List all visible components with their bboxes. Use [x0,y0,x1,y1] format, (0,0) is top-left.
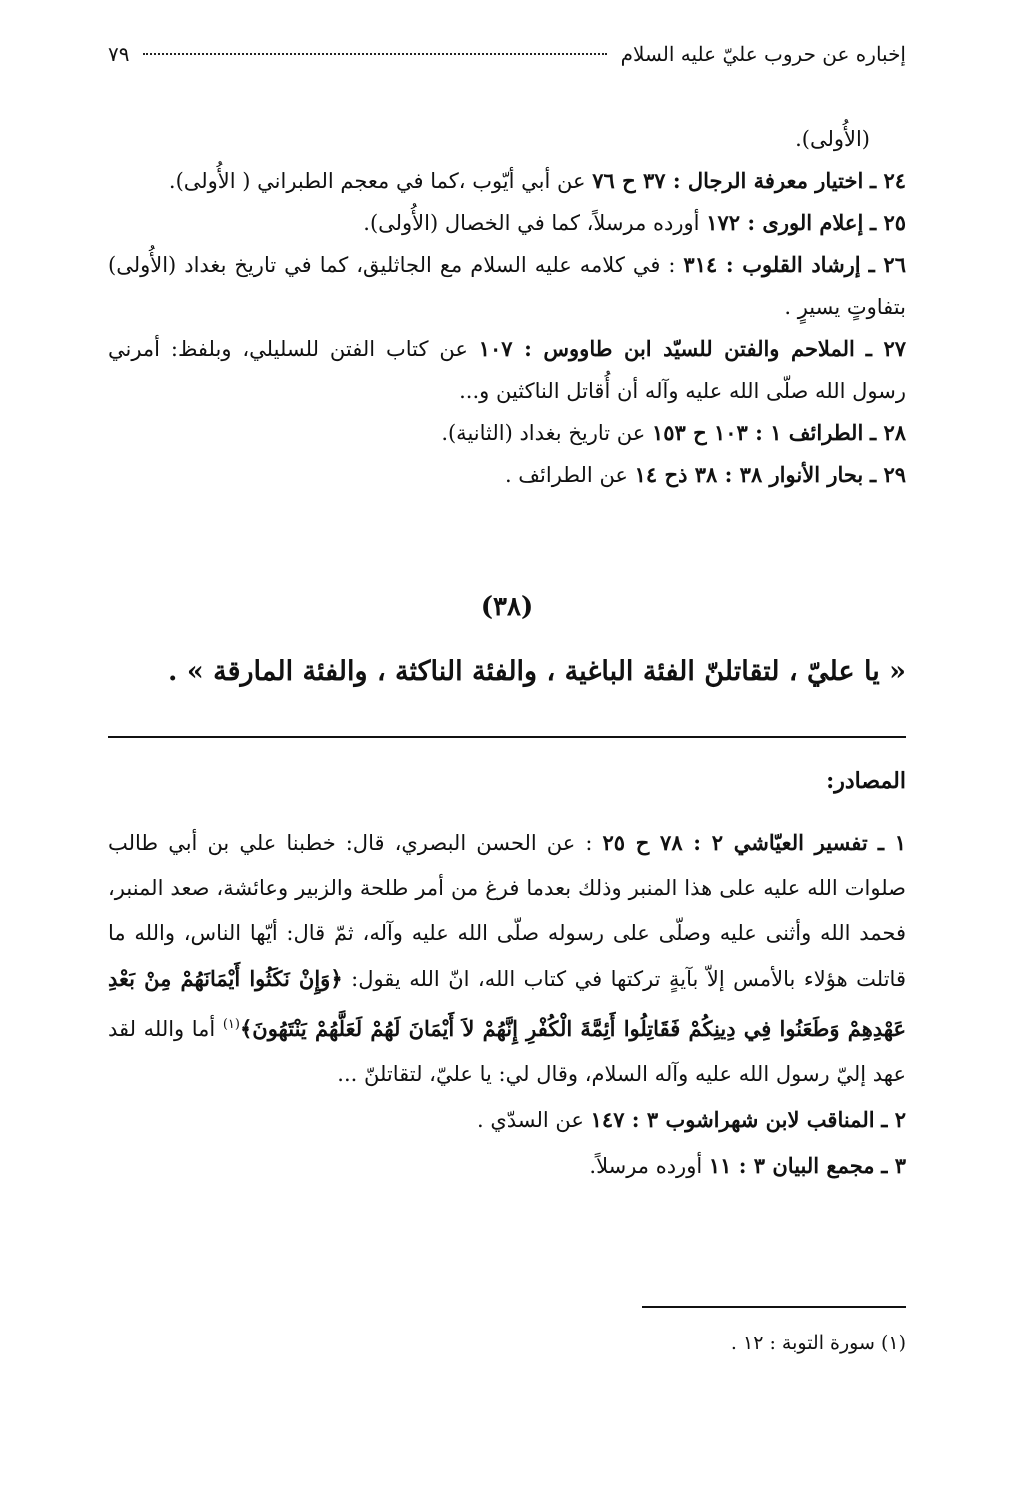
page-number: ٧٩ [108,42,130,66]
ref-item: ٢٤ ـ اختيار معرفة الرجال : ٣٧ ح ٧٦ عن أبي أيّوب ،كما في معجم الطبراني ( الأُولى). [168,168,906,193]
reference-list-top [108,118,906,496]
sources-heading: المصادر: [826,768,906,794]
header-title: إخباره عن حروب عليّ عليه السلام [620,42,906,66]
footnote-marker[interactable]: (١) [222,1017,240,1032]
source-item: ١ ـ تفسير العيّاشي ٢ : ٧٨ ح ٢٥ : عن الحسن البصري، قال: خطبنا علي بن أبي طالب صلوات الله عليه على هذا المنبر وذلك بعدما فرغ من أمر طلحة والزبير وعائشة، صعد المنبر، فحمد الله وأثنى عليه وصلّى على رسوله صلّى الله عليه وآله، ثمّ قال: أيّها الناس، والله ما قاتلت هؤلاء بالأمس إلاّ بآيةٍ تركتها في كتاب الله، انّ الله يقول: ﴿وَإِنْ نَكَثُوا أَيْمَانَهُمْ مِنْ بَعْدِ عَهْدِهِمْ وَطَعَنُوا فِي دِينِكُمْ فَقَاتِلُوا أَئِمَّةَ الْكُفْرِ إِنَّهُمْ لاَ أَيْمَانَ لَهُمْ لَعَلَّهُمْ يَنْتَهُونَ﴾$^{(١)}$ أما والله لقد عهد إليّ رسول الله عليه وآله السلام، وقال لي: يا عليّ، لتقاتلنّ ... [108,830,907,1086]
ref-item: ٢٨ ـ الطرائف ١ : ١٠٣ ح ١٥٣ عن تاريخ بغداد (الثانية). [441,420,906,445]
section-divider [108,736,906,738]
dotted-leader [143,53,606,55]
ref-item: ٢٥ ـ إعلام الورى : ١٧٢ أورده مرسلاً، كما في الخصال (الأُولى). [363,210,906,235]
footnote-divider [642,1306,906,1308]
ref-continuation: (الأُولى). [795,127,870,151]
hadith-number: (٣٨) [480,592,534,622]
quran-verse: ﴿وَإِنْ نَكَثُوا أَيْمَانَهُمْ مِنْ بَعْدِ عَهْدِهِمْ وَطَعَنُوا فِي دِينِكُمْ فَقَاتِلُوا أَئِمَّةَ الْكُفْرِ إِنَّهُمْ لاَ أَيْمَانَ لَهُمْ لَعَلَّهُمْ يَنْتَهُونَ﴾ [108,966,907,1041]
footnote: (١) سورة التوبة : ١٢ . [730,1332,906,1354]
source-item: ٣ ـ مجمع البيان ٣ : ١١ أورده مرسلاً. [589,1153,906,1178]
ref-item: ٢٦ ـ إرشاد القلوب : ٣١٤ : في كلامه عليه السلام مع الجاثليق، كما في تاريخ بغداد (الأُولى) بتفاوتٍ يسيرٍ . [108,252,906,319]
sources-list [108,820,906,1189]
ref-item: ٢٩ ـ بحار الأنوار ٣٨ : ٣٨ ذح ١٤ عن الطرائف . [504,462,906,487]
ref-item: ٢٧ ـ الملاحم والفتن للسيّد ابن طاووس : ١٠٧ عن كتاب الفتن للسليلي، وبلفظ: أمرني رسول الله صلّى الله عليه وآله أن أُقاتل الناكثين و... [108,336,906,403]
hadith-text: « يا عليّ ، لتقاتلنّ الفئة الباغية ، والفئة الناكثة ، والفئة المارقة » . [168,656,906,687]
running-header [108,42,906,66]
source-item: ٢ ـ المناقب لابن شهراشوب ٣ : ١٤٧ عن السدّي . [476,1107,906,1132]
